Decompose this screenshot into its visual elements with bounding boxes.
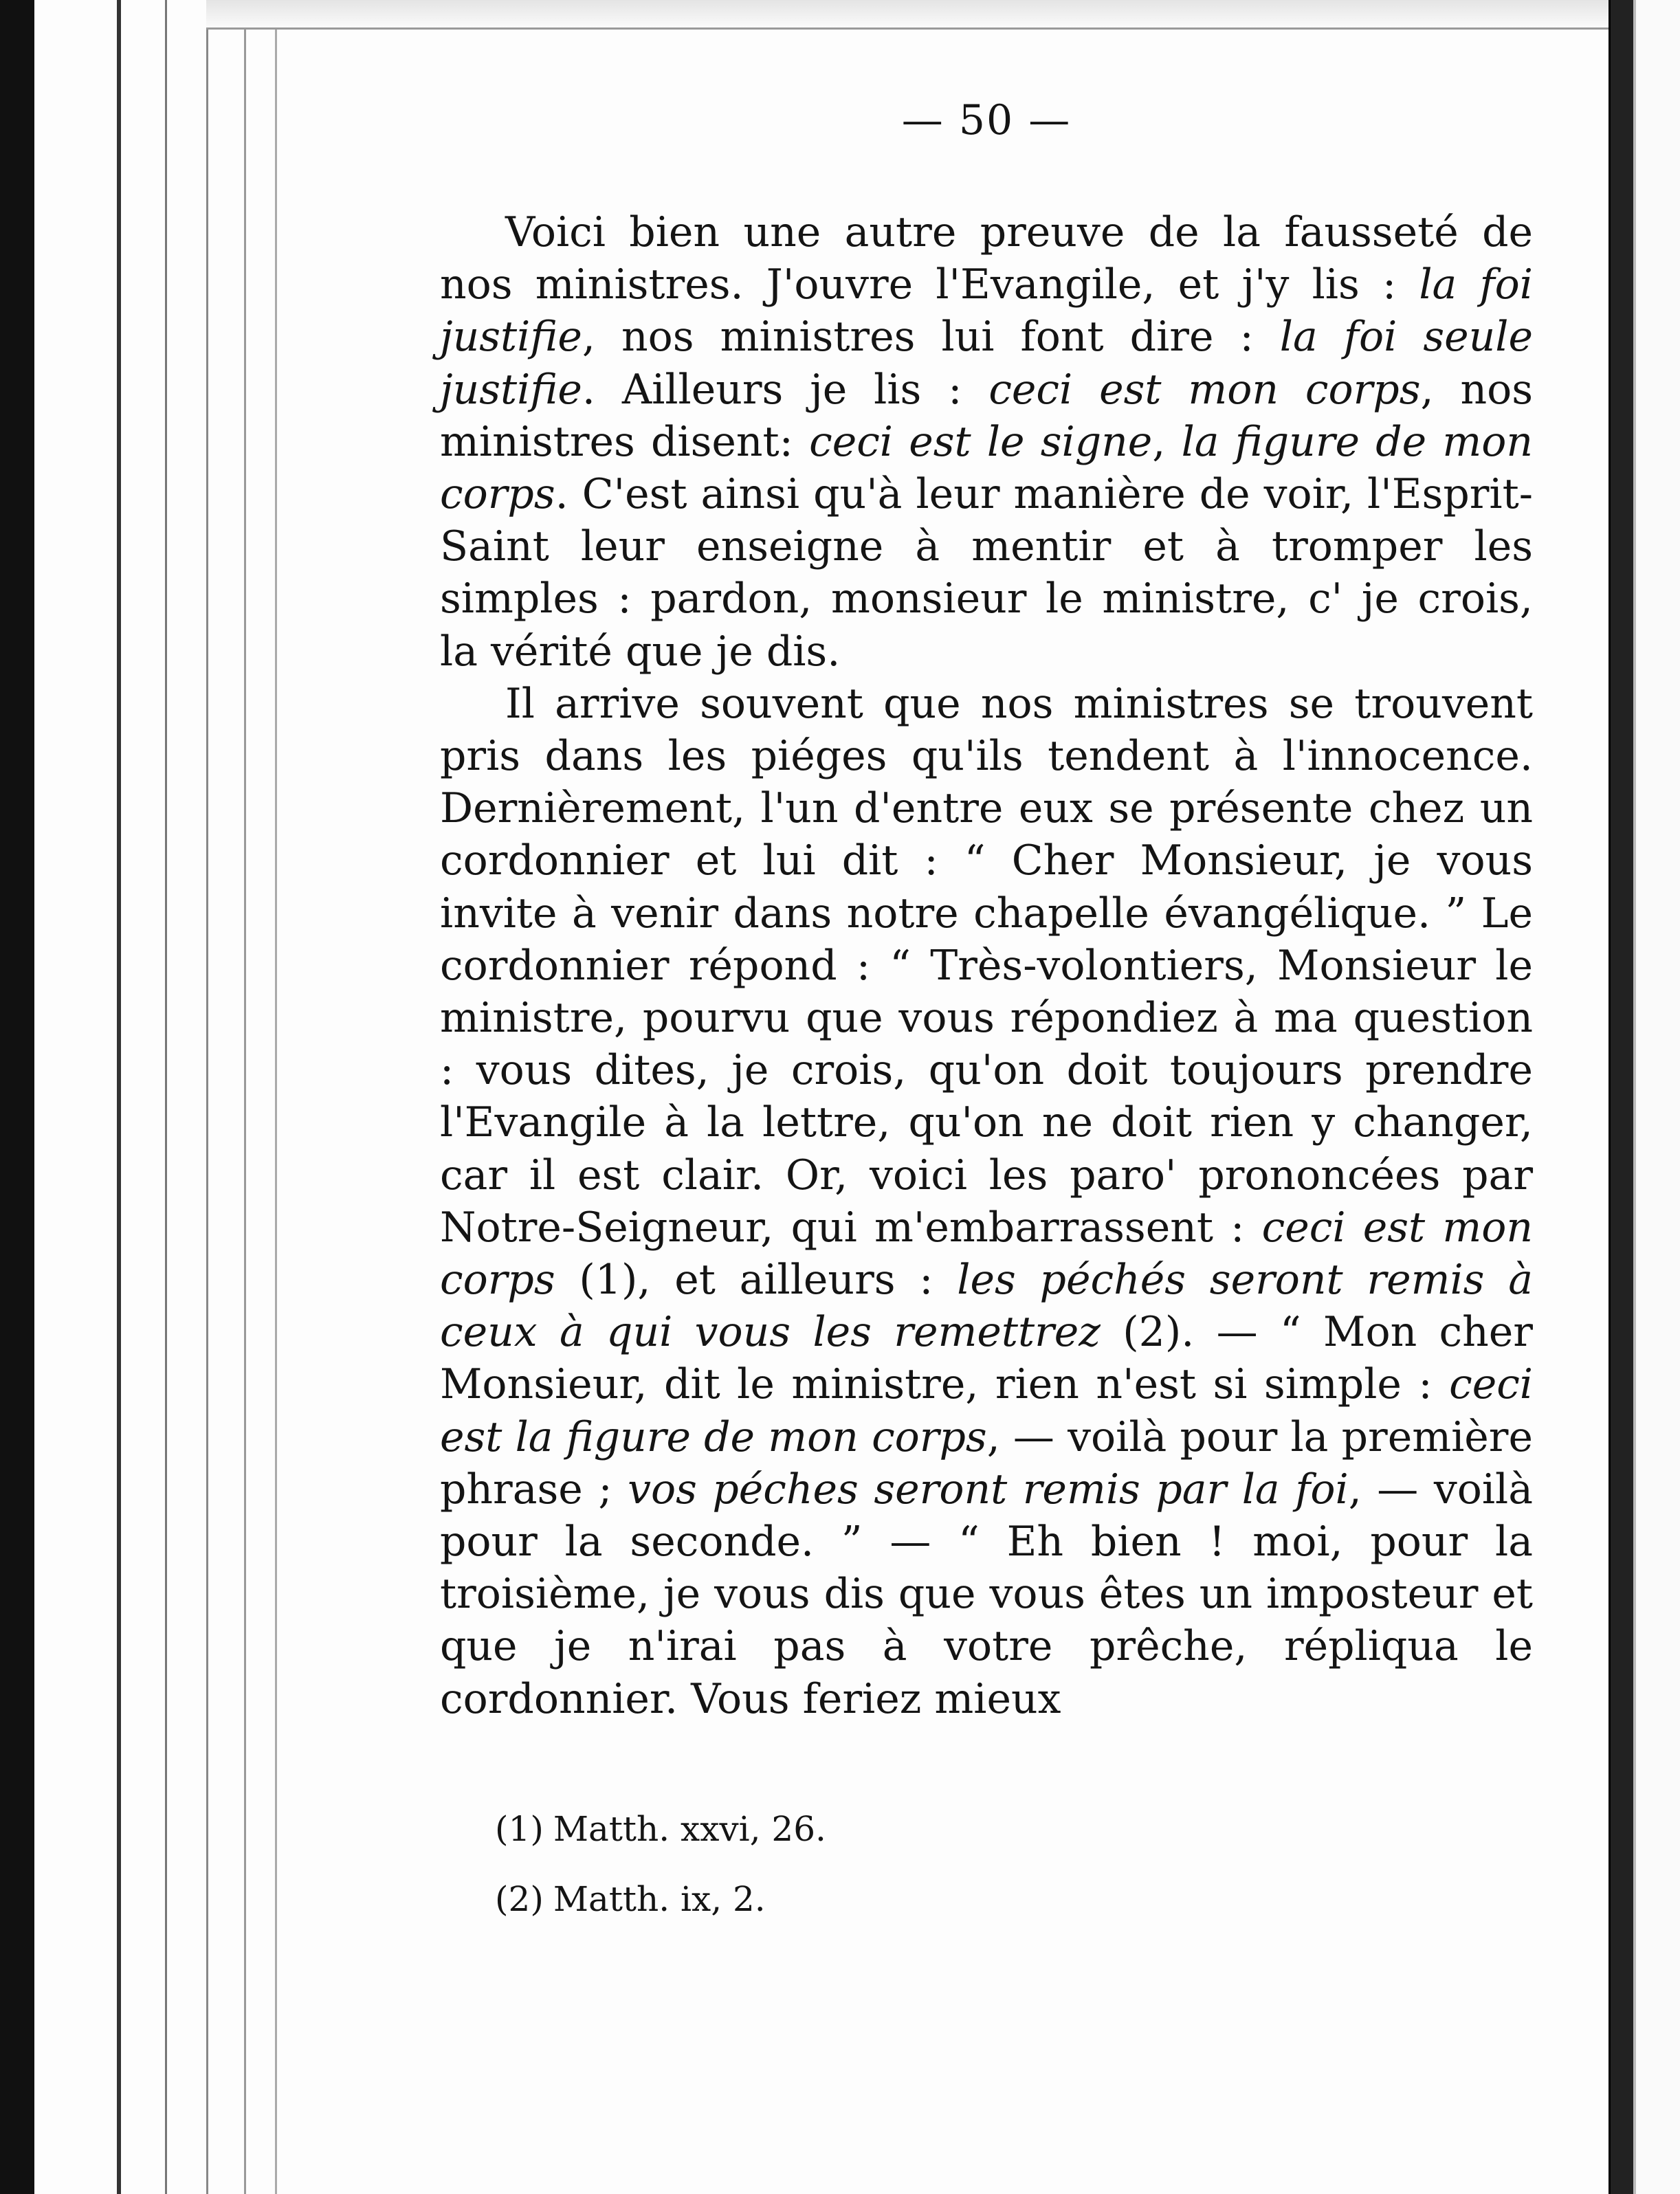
footnote [495, 1878, 1457, 1920]
italic-text: vos péches seront remis par la foi [628, 1465, 1349, 1514]
italic-text: les péchés seront remis à ceux à qui vous les remettrez [440, 1256, 1533, 1357]
paragraph [440, 678, 1533, 1725]
footnotes [495, 1808, 1457, 1948]
text-run: . Ailleurs je lis : [582, 365, 989, 414]
footnote [495, 1808, 1457, 1850]
page-top-edge [206, 0, 1609, 30]
footnote-text: Matth. xxvi, 26. [553, 1809, 826, 1849]
text-page [440, 96, 1533, 2090]
page-stack-edge [117, 0, 121, 2194]
italic-text: ceci est mon corps [988, 365, 1421, 414]
italic-text: la foi seule justifie [440, 313, 1534, 414]
page-number: — 50 — [901, 96, 1072, 144]
text-run: Voici bien une autre preuve de la fausseté de nos ministres. J'ouvre l'Evangile, et j'y lis : [440, 208, 1533, 309]
footnote-number: (1) [495, 1809, 544, 1849]
scan-right-margin [1633, 0, 1680, 2194]
footnote-text: Matth. ix, 2. [553, 1879, 766, 1919]
italic-text: la foi justifie [440, 261, 1533, 362]
book-spine-shadow [1609, 0, 1635, 2194]
page-stack-edge [206, 0, 208, 2194]
italic-text: ceci est mon corps [440, 1203, 1533, 1305]
paragraph [440, 206, 1533, 678]
scan-left-shadow [0, 0, 34, 2194]
italic-text: la figure de mon corps [440, 417, 1534, 519]
page-stack-edge [165, 0, 167, 2194]
italic-text: ceci est la figure de mon corps [440, 1360, 1533, 1461]
body-text [440, 206, 1533, 1725]
text-run: (1), et ailleurs : [555, 1256, 958, 1305]
text-run: , — voilà pour la première phrase ; [440, 1412, 1533, 1514]
page-stack-edge [244, 0, 246, 2194]
text-run: , nos ministres disent: [440, 365, 1533, 466]
footnote-number: (2) [495, 1879, 544, 1919]
text-run: , [1152, 417, 1182, 466]
text-run: Il arrive souvent que nos ministres se trouvent pris dans les piéges qu'ils tendent à l'innocence. Dernièrement, l'un d'entre eux se présente chez un cordonnier et lui dit : “ Cher Monsieur, je vous invite à venir dans notre chapelle évangélique. ” Le cordonnier répond : “ Très-volontiers, Monsieur le ministre, pourvu que vous répondiez à ma question : vous dites, je crois, qu'on doit toujours prendre l'Evangile à la lettre, qu'on ne doit rien y changer, car il est clair. Or, voici les paro' prononcées par Notre-Seigneur, qui m'embarrassent : [440, 679, 1533, 1252]
text-run: , nos ministres lui font dire : [582, 313, 1280, 362]
text-run: , — voilà pour la seconde. ” — “ Eh bien ! moi, pour la troisième, je vous dis que vous êtes un imposteur et que je n'irai pas à votre prêche, répliqua le cordonnier. Vous feriez mieux [440, 1465, 1533, 1723]
text-run: (2). — “ Mon cher Monsieur, dit le ministre, rien n'est si simple : [440, 1308, 1533, 1409]
text-run: . C'est ainsi qu'à leur manière de voir, l'Esprit-Saint leur enseigne à mentir et à tromper les simples : pardon, monsieur le ministre, c' je crois, la vérité que je dis. [440, 470, 1533, 676]
page-stack-edge [275, 0, 277, 2194]
italic-text: ceci est le signe [809, 417, 1153, 466]
